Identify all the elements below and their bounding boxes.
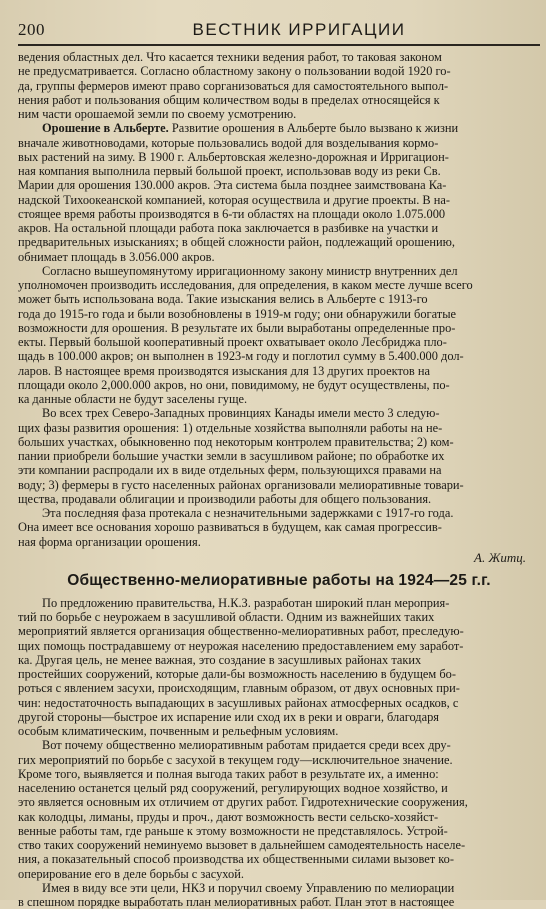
text-line: екты. Первый большой кооперативный проект охватывает около Лесбриджа пло-	[18, 335, 447, 349]
text-line: Кроме того, выявляется и полная выгода таких работ в результате их, а именно:	[18, 766, 439, 781]
text-line: роться с явлением засухи, происходящим, главным образом, от двух основных при-	[18, 681, 460, 696]
text-line: щих помощь пострадавшему от неурожая населению предоставлением ему заработ-	[18, 638, 464, 653]
text-line: ка. Другая цель, не менее важная, это создание в засушливых районах таких	[18, 652, 422, 667]
text-line: гих мероприятий по борьбе с засухой в текущем году—исключительное значение.	[18, 752, 453, 767]
page-number: 200	[18, 20, 45, 39]
text-line: щества, продавали облигации и производили работы для общего пользования.	[18, 491, 432, 506]
text-line: воду; 3) фермеры в густо населенных районах организовали мелиоративные товари-	[18, 477, 464, 492]
text-line: уполномочен производить исследования, для определения, в каком месте лучше всего	[18, 278, 473, 292]
text-line: может быть использована вода. Такие изыскания велись в Альберте с 1913-го	[18, 292, 428, 307]
text-line: не предусматривается. Согласно областному закону о пользовании водой 1920 го-	[18, 64, 451, 79]
text-line: Марии для орошения 130.000 акров. Эта система была позднее заимствована Ка-	[18, 178, 447, 193]
text-line: это является основным их отличием от других работ. Гидротехнические сооружения,	[18, 795, 468, 810]
text-line: ведения областных дел. Что касается техники ведения работ, то таковая законом	[18, 50, 442, 64]
author-signature: А. Житц.	[474, 549, 526, 565]
page-header	[18, 18, 540, 46]
section-heading-alberta: Орошение в Альберте.	[42, 121, 169, 136]
paragraph-text: Развитие орошения в Альберте было вызвано к жизни	[168, 121, 459, 136]
text-line: года до 1915-го года и были возобновлены в 1919-м году; они обнаружили богатые	[18, 306, 457, 321]
text-line: чин: недостаточность выпадающих в засушливых районах атмосферных осадков, с	[18, 695, 459, 710]
text-line: больших участках, обыкновенно под некоторым контролем правительства; 2) ком-	[18, 434, 454, 449]
running-title: ВЕСТНИК ИРРИГАЦИИ	[192, 20, 406, 39]
article1-para3	[18, 264, 540, 407]
text-line: стоящее время работы производятся в 6-ти областях на площади около 1.075.000	[18, 206, 446, 221]
text-line: ларов. В настоящее время производятся изыскания для 13 других проектов на	[18, 363, 430, 378]
text-line: другой стороны—быстрое их испарение или сход их в реки и овраги, благодаря	[18, 709, 440, 724]
article-title: Общественно-мелиоративные работы на 1924—25 г.г.	[67, 571, 491, 589]
text-line: вначале животноводами, которые пользовались водой для возделывания кормо-	[18, 135, 439, 150]
text-line: ство таких сооружений неминуемо вызовет в дальнейшем самодеятельность населе-	[18, 838, 466, 852]
text-line: площади около 2,000.000 акров, но они, повидимому, не будут осуществлены, по-	[18, 377, 450, 392]
text-line: акров. На остальной площади работа пока заключается в разбивке на участки и	[18, 221, 439, 235]
text-line: пании приобрели большие участки земли в засушливом районе; по обработке их	[18, 449, 445, 463]
text-line: населению останется целый ряд сооружений, регулирующих водное хозяйство, и	[18, 781, 448, 795]
text-line: По предложению правительства, Н.К.З. разработан широкий план мероприя-	[42, 595, 450, 610]
article1-para2	[18, 121, 540, 264]
text-line: надской Тихоокеанской компанией, которая осуществила и другие проекты. В на-	[18, 192, 451, 207]
article1-para1	[18, 50, 540, 121]
text-line: венные работы там, где раньше к этому возможности не представлялось. Устрой-	[18, 823, 448, 838]
text-line: простейших сооружений, которые дали-бы возможность населению в будущем бо-	[18, 667, 456, 681]
text-line: да, группы фермеров имеют право сорганизоваться для самостоятельного выпол-	[18, 78, 449, 93]
text-line: тий по борьбе с неурожаем в засушливой области. Одним из важнейших таких	[18, 610, 435, 624]
text-line: оперирование его в деле борьбы с засухой.	[18, 866, 244, 881]
article2-para1	[18, 596, 540, 739]
text-line: в спешном порядке выработать план мелиоративных работ. План этот в настоящее	[18, 895, 455, 909]
text-line: ния, а показательный способ производства их общественными силами вызовет ко-	[18, 852, 455, 867]
article1-para5	[18, 506, 540, 549]
text-line: как колодцы, лиманы, пруды и проч., дают возможность вести сельско-хозяйст-	[18, 809, 439, 824]
text-line: Эта последняя фаза протекала с незначительными задержками с 1917-го года.	[42, 506, 454, 520]
text-line: щих фазы развития орошения: 1) отдельные хозяйства выполняли работы на не-	[18, 420, 443, 435]
text-line: эти компании распродали их в виде отдельных ферм, пользующихся правами на	[18, 463, 442, 478]
page-body	[18, 50, 540, 909]
text-line: ка данные области не будут заселены гуще.	[18, 392, 248, 406]
text-line: ним части орошаемой земли по своему усмотрению.	[18, 107, 297, 121]
text-line: обнимает площадь в 3.056.000 акров.	[18, 249, 215, 264]
text-line: мероприятий является организация общественно-мелиоративных работ, преследую-	[18, 624, 464, 639]
text-line: Она имеет все основания хорошо развиваться в будущем, как самая прогрессив-	[18, 520, 442, 535]
text-line: ная форма организации орошения.	[18, 534, 201, 549]
text-line: предварительных изысканиях; в общей сложности район, подлежащий орошению,	[18, 235, 455, 250]
text-line: Вот почему общественно мелиоративным работам придается среди всех дру-	[42, 738, 451, 753]
article1-para2-first-line	[18, 121, 540, 135]
text-line: Имея в виду все эти цели, НКЗ и поручил своему Управлению по мелиорации	[42, 880, 455, 895]
article1-para4	[18, 406, 540, 506]
text-line: щадь в 100.000 акров; он выполнен в 1923-м году и поглотил сумму в 5.400.000 дол-	[18, 349, 464, 364]
article2-para3	[18, 881, 540, 909]
text-line: ная компания выполнила первый большой проект, использовав воду из реки Св.	[18, 164, 441, 178]
text-line: Во всех трех Северо-Западных провинциях Канады имели место 3 следую-	[42, 406, 440, 421]
text-line: Согласно вышеупомянутому ирригационному закону министр внутренних дел	[42, 263, 458, 278]
text-line: нения работ и пользования общим количеством воды в пределах относящейся к	[18, 92, 440, 107]
text-line: особым климатическим, почвенным и рельефным условиям.	[18, 724, 339, 738]
text-line: вых растений на зиму. В 1900 г. Альбертовская железно-дорожная и Ирригацион-	[18, 149, 449, 164]
article2-para2	[18, 738, 540, 881]
text-line: возможности для орошения. В результате их были выработаны определенные про-	[18, 320, 456, 335]
